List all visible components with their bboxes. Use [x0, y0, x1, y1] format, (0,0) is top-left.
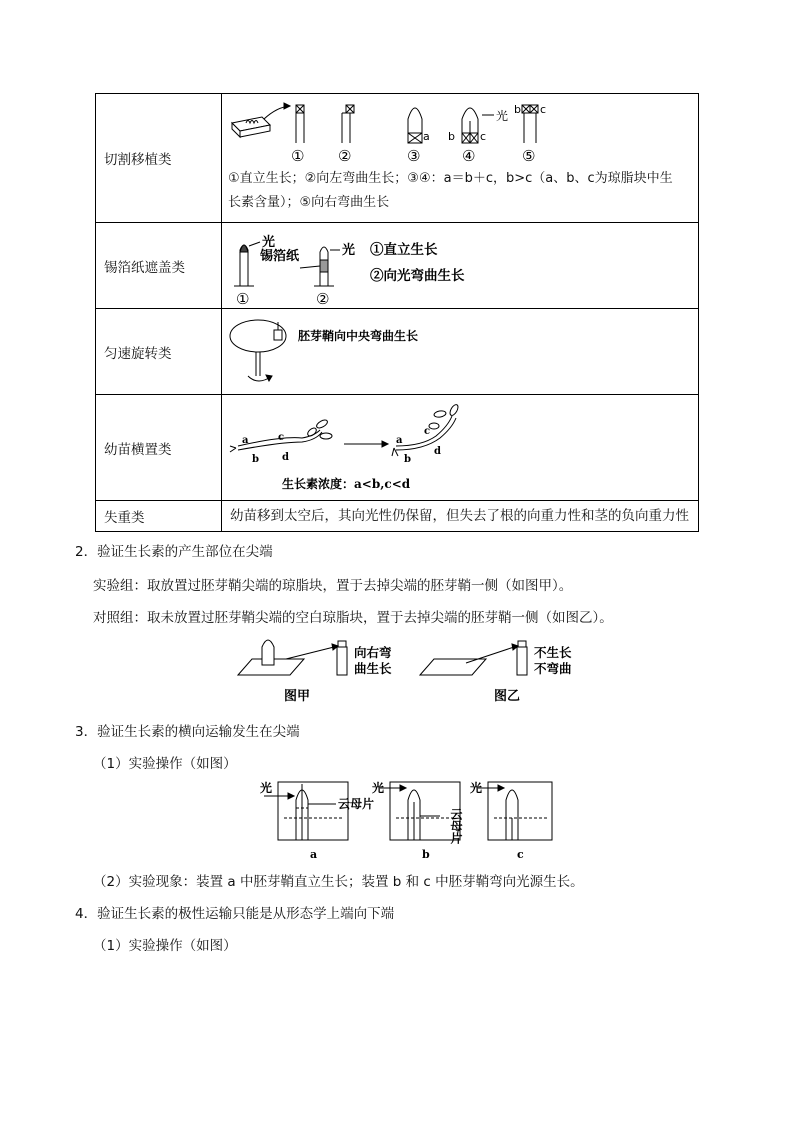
fig-yi-label-1: 不生长: [534, 645, 572, 660]
letter-d: d: [282, 451, 289, 463]
result-line-2: 长素含量）；⑤向右弯曲生长: [228, 195, 390, 210]
category-cell: 幼苗横置类: [96, 395, 222, 501]
fig-yi-label-2: 不弯曲: [534, 661, 572, 676]
letter-d2: d: [434, 445, 441, 457]
table-row: [96, 309, 699, 395]
letter-b2: b: [404, 453, 411, 465]
letter-c2: c: [540, 103, 547, 116]
experiment-group-text: 实验组：取放置过胚芽鞘尖端的琼脂块，置于去掉尖端的胚芽鞘一侧（如图甲）。: [93, 578, 573, 594]
label-1: ①: [236, 289, 250, 308]
caption-a: a: [310, 848, 318, 861]
light-label-2: 光: [342, 242, 356, 258]
rotation-result: 胚芽鞘向中央弯曲生长: [298, 328, 419, 343]
label-2: ②: [338, 147, 352, 165]
letter-a: a: [242, 434, 249, 446]
figure-cell: [222, 94, 699, 223]
category-cell: 失重类: [96, 501, 222, 532]
light-a: 光: [260, 781, 273, 795]
category-cell: 匀速旋转类: [96, 309, 222, 395]
section-2-heading: 2．验证生长素的产生部位在尖端: [75, 544, 273, 560]
section-4-operation: （1）实验操作（如图）: [93, 938, 237, 954]
figure-cell: [222, 309, 699, 395]
table-row: [96, 223, 699, 309]
section-3-heading: 3．验证生长素的横向运输发生在尖端: [75, 724, 300, 740]
mica-label-a: 云母片: [338, 797, 375, 811]
letter-c2: c: [424, 425, 431, 437]
result-1: ①直立生长: [370, 241, 438, 258]
label-2: ②: [316, 289, 330, 308]
figure-cell: [222, 223, 699, 309]
caption-b: b: [422, 848, 430, 861]
fig-yi-caption: 图乙: [494, 689, 521, 704]
letter-a: a: [423, 130, 430, 143]
label-4: ④: [462, 147, 476, 165]
light-b: 光: [372, 781, 385, 795]
light-label-1: 光: [262, 234, 276, 250]
table-row: [96, 395, 699, 501]
concentration-caption: 生长素浓度：a<b,c<d: [282, 476, 411, 491]
letter-b: b: [252, 453, 259, 465]
letter-b: b: [448, 130, 455, 143]
weightless-text: 幼苗移到太空后，其向光性仍保留，但失去了根的向重力性和茎的负向重力性: [222, 501, 699, 532]
control-group-text: 对照组：取未放置过胚芽鞘尖端的空白琼脂块，置于去掉尖端的胚芽鞘一侧（如图乙）。: [93, 610, 613, 626]
category-cell: 切割移植类: [96, 94, 222, 223]
fig-jia-caption: 图甲: [284, 689, 311, 704]
light-c: 光: [470, 781, 483, 795]
fig-jia-label-1: 向右弯: [354, 645, 392, 660]
section-3-phenomenon: （2）实验现象：装置 a 中胚芽鞘直立生长；装置 b 和 c 中胚芽鞘弯向光源生长。: [93, 874, 584, 890]
letter-c: c: [480, 130, 487, 143]
section-3-operation: （1）实验操作（如图）: [93, 756, 237, 772]
label-3: ③: [407, 147, 421, 165]
light-label: 光: [496, 109, 509, 123]
result-2: ②向光弯曲生长: [370, 267, 465, 284]
cutting-transplant-diagram: [222, 101, 706, 167]
foil-cover-diagram: [222, 224, 706, 308]
section-4-heading: 4．验证生长素的极性运输只能是从形态学上端向下端: [75, 906, 395, 922]
figure-jia-yi: [230, 635, 610, 707]
mica-label-b: 云母片: [449, 808, 463, 844]
table-row: [96, 94, 699, 223]
letter-b2: b: [514, 103, 521, 116]
tropism-table: [95, 93, 699, 532]
caption-c: c: [517, 848, 524, 861]
fig-jia-label-2: 曲生长: [354, 661, 392, 676]
horizontal-seedling-diagram: [222, 396, 706, 500]
rotation-diagram: [222, 310, 706, 394]
category-cell: 锡箔纸遮盖类: [96, 223, 222, 309]
figure-cell: [222, 395, 699, 501]
letter-a2: a: [396, 434, 403, 446]
foil-label: 锡箔纸: [260, 248, 300, 264]
result-line-1: ①直立生长；②向左弯曲生长；③④：a＝b＋c，b>c（a、b、c为琼脂块中生: [228, 171, 673, 186]
label-5: ⑤: [522, 147, 536, 165]
lateral-transport-diagram: [260, 778, 560, 862]
table-row: [96, 501, 699, 532]
label-1: ①: [291, 147, 305, 165]
letter-c: c: [278, 431, 285, 443]
